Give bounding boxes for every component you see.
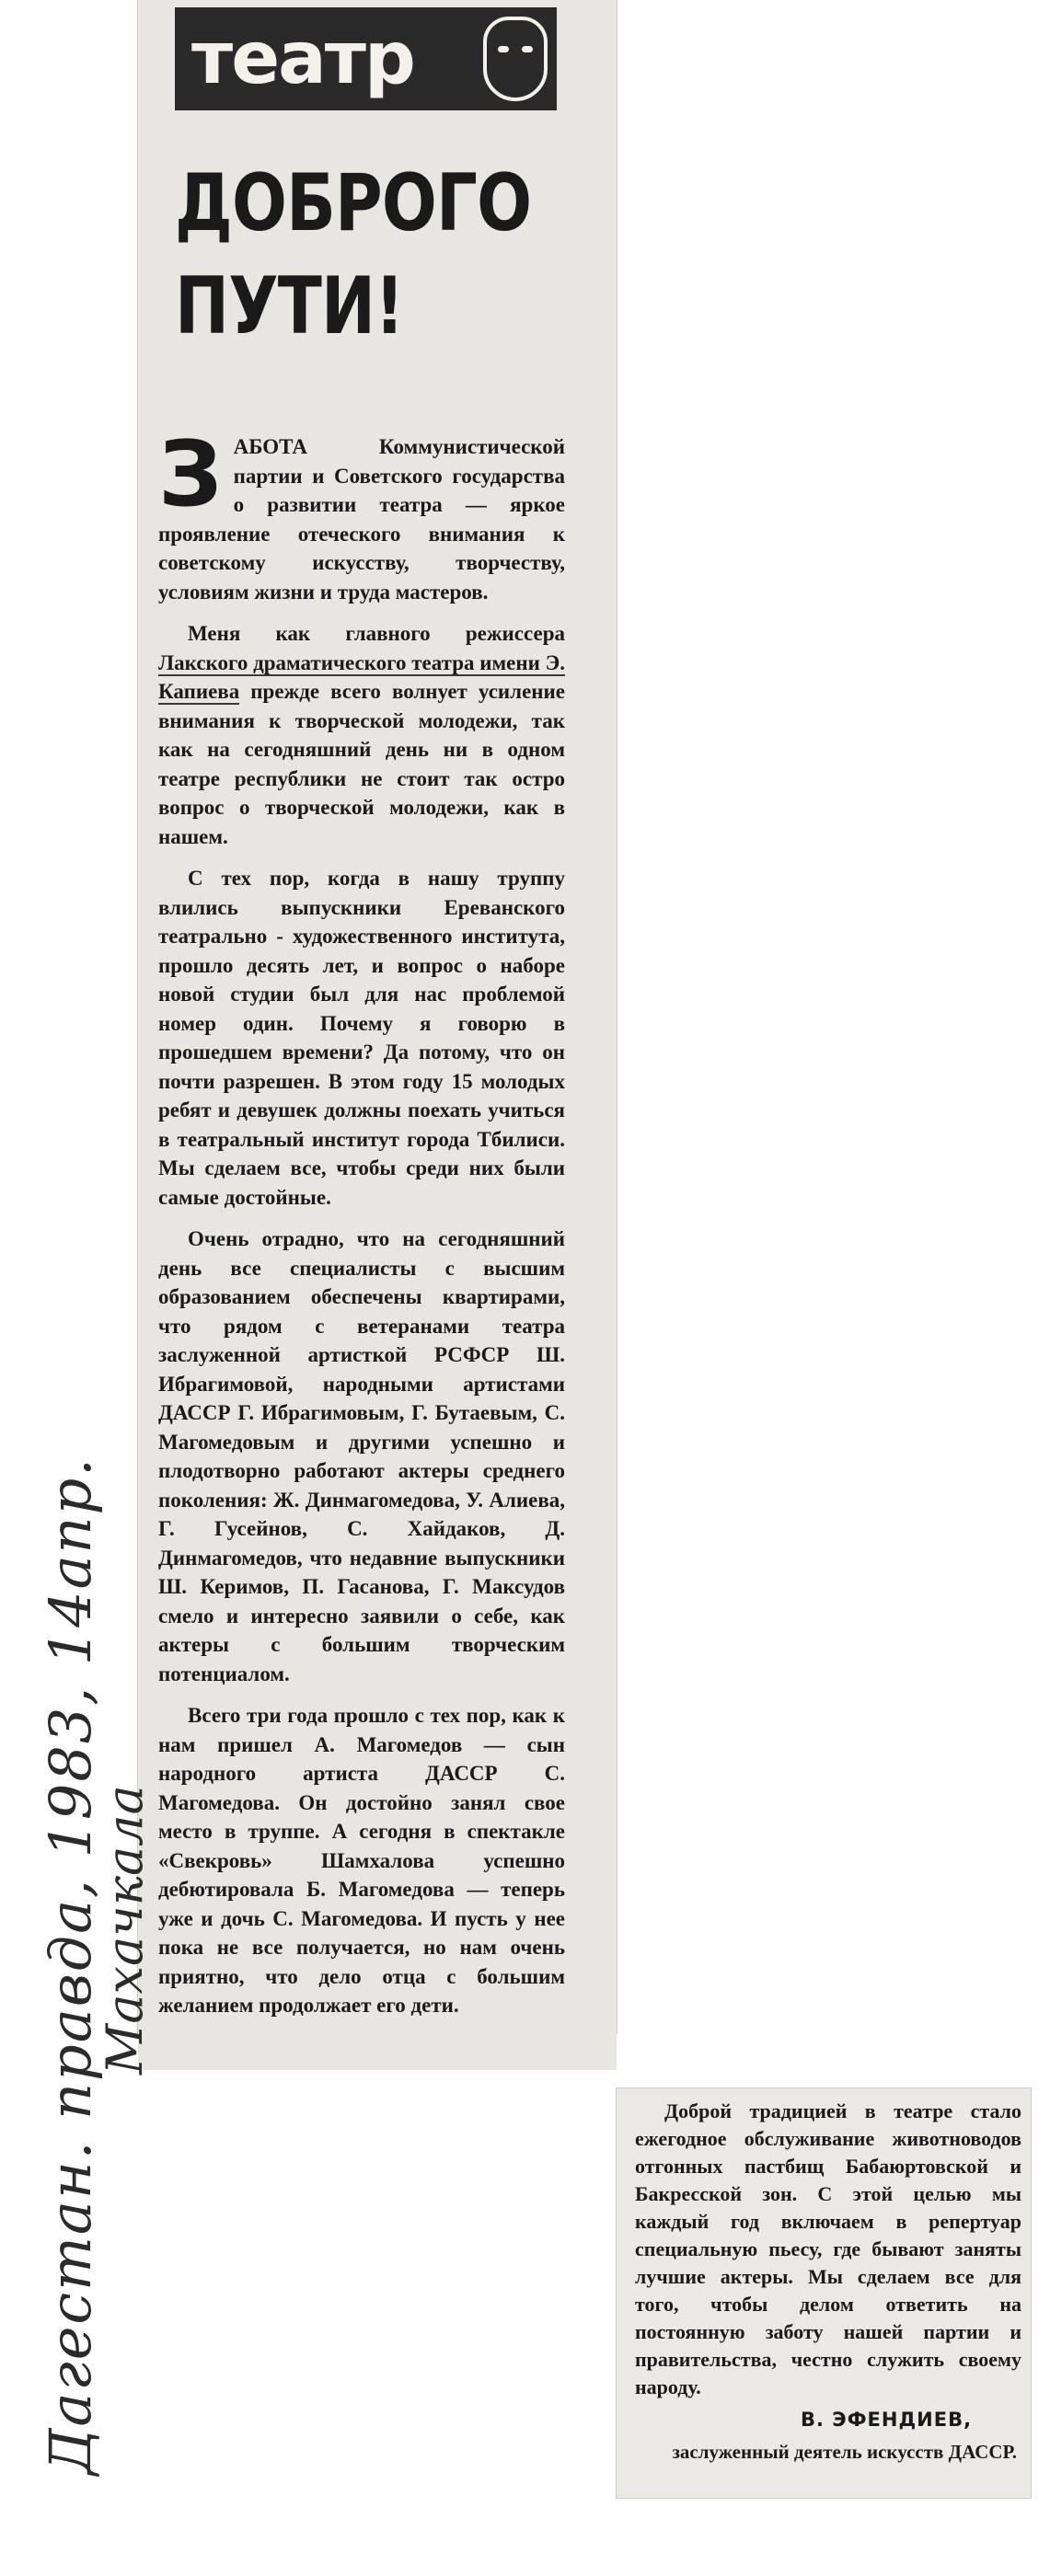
section-rubric [175,7,557,110]
paragraph-1-text: АБОТА Коммунистической партии и Советского государства о развитии театра — яркое проявление отеческого внимания к советскому искусству, творчеству, условиям жизни и труда мастеров. [158,435,565,604]
sidebar-paragraph: Доброй традицией в театре стало ежегодное обслуживание животноводов отгонных пастбищ Бабаюртовской и Бакресской зон. С этой целью мы каждый год включаем в репертуар специальную пьесу, где бывают заняты лучшие актеры. Мы сделаем все для того, чтобы делом ответить на постоянную заботу нашей партии и правительства, честно служить своему народу. [635,2099,1021,2398]
article-headline [175,152,532,358]
sidebar-text [635,2098,1021,2401]
paragraph-2 [158,619,565,851]
theatre-name-underlined: Лакского драматического театра имени Э. Капиева [158,650,565,703]
headline-line-2: ПУТИ! [175,260,404,352]
author-title: заслуженный деятель искусств ДАССР. [672,2441,1017,2463]
drop-cap: З [158,422,223,527]
headline-line-1: ДОБРОГО [175,157,532,249]
paragraph-5: Всего три года прошло с тех пор, как к нам пришел А. Магомедов — сын народного артиста ДАССР С. Магомедова. Он достойно занял свое место в труппе. А сегодня в спектакле «Свекровь» Шамхалова успешно дебютировала Б. Магомедова — теперь уже и дочь С. Магомедова. И пусть у нее пока не все получается, но нам очень приятно, что дело отца с большим желанием продолжает его дети. [158,1704,565,2017]
paragraph-2-end: прежде всего волнует усиление внимания к творческой молодежи, так как на сегодняшний день ни в одном театре республики не стоит так остро вопрос о творческой молодежи, как в нашем. [158,680,565,848]
newspaper-clipping-tail [138,2033,617,2070]
rubric-label: театр [191,17,414,100]
handwritten-source-note: Дагестан. правда, 1983, 14апр. [37,1456,104,2475]
handwritten-city-note: Махачкала [96,1785,154,2075]
article-body [158,422,565,2033]
theatre-mask-icon [483,17,548,101]
paragraph-1 [158,422,565,606]
paragraph-2-start: Меня как главного режиссера [188,622,565,645]
author-name: В. ЭФЕНДИЕВ, [801,2409,973,2431]
paragraph-3: С тех пор, когда в нашу труппу влились выпускники Ереванского театрально - художественного института, прошло десять лет, и вопрос о наборе новой студии был для нас проблемой номер один. Почему я говорю в прошедшем времени? Да потому, что он почти разрешен. В этом году 15 молодых ребят и девушек должны поехать учиться в театральный институт города Тбилиси. Мы сделаем все, чтобы среди них были самые достойные. [158,867,565,1209]
paragraph-4: Очень отрадно, что на сегодняшний день все специалисты с высшим образованием обеспечены квартирами, что рядом с ветеранами театра заслуженной артисткой РСФСР Ш. Ибрагимовой, народными артистами ДАССР Г. Ибрагимовым, Г. Бутаевым, С. Магомедовым и другими успешно и плодотворно работают актеры среднего поколения: Ж. Динмагомедова, У. Алиева, Г. Гусейнов, С. Хайдаков, Д. Динмагомедов, что недавние выпускники Ш. Керимов, П. Гасанова, Г. Максудов смело и интересно заявили о себе, как актеры с большим творческим потенциалом. [158,1227,565,1685]
